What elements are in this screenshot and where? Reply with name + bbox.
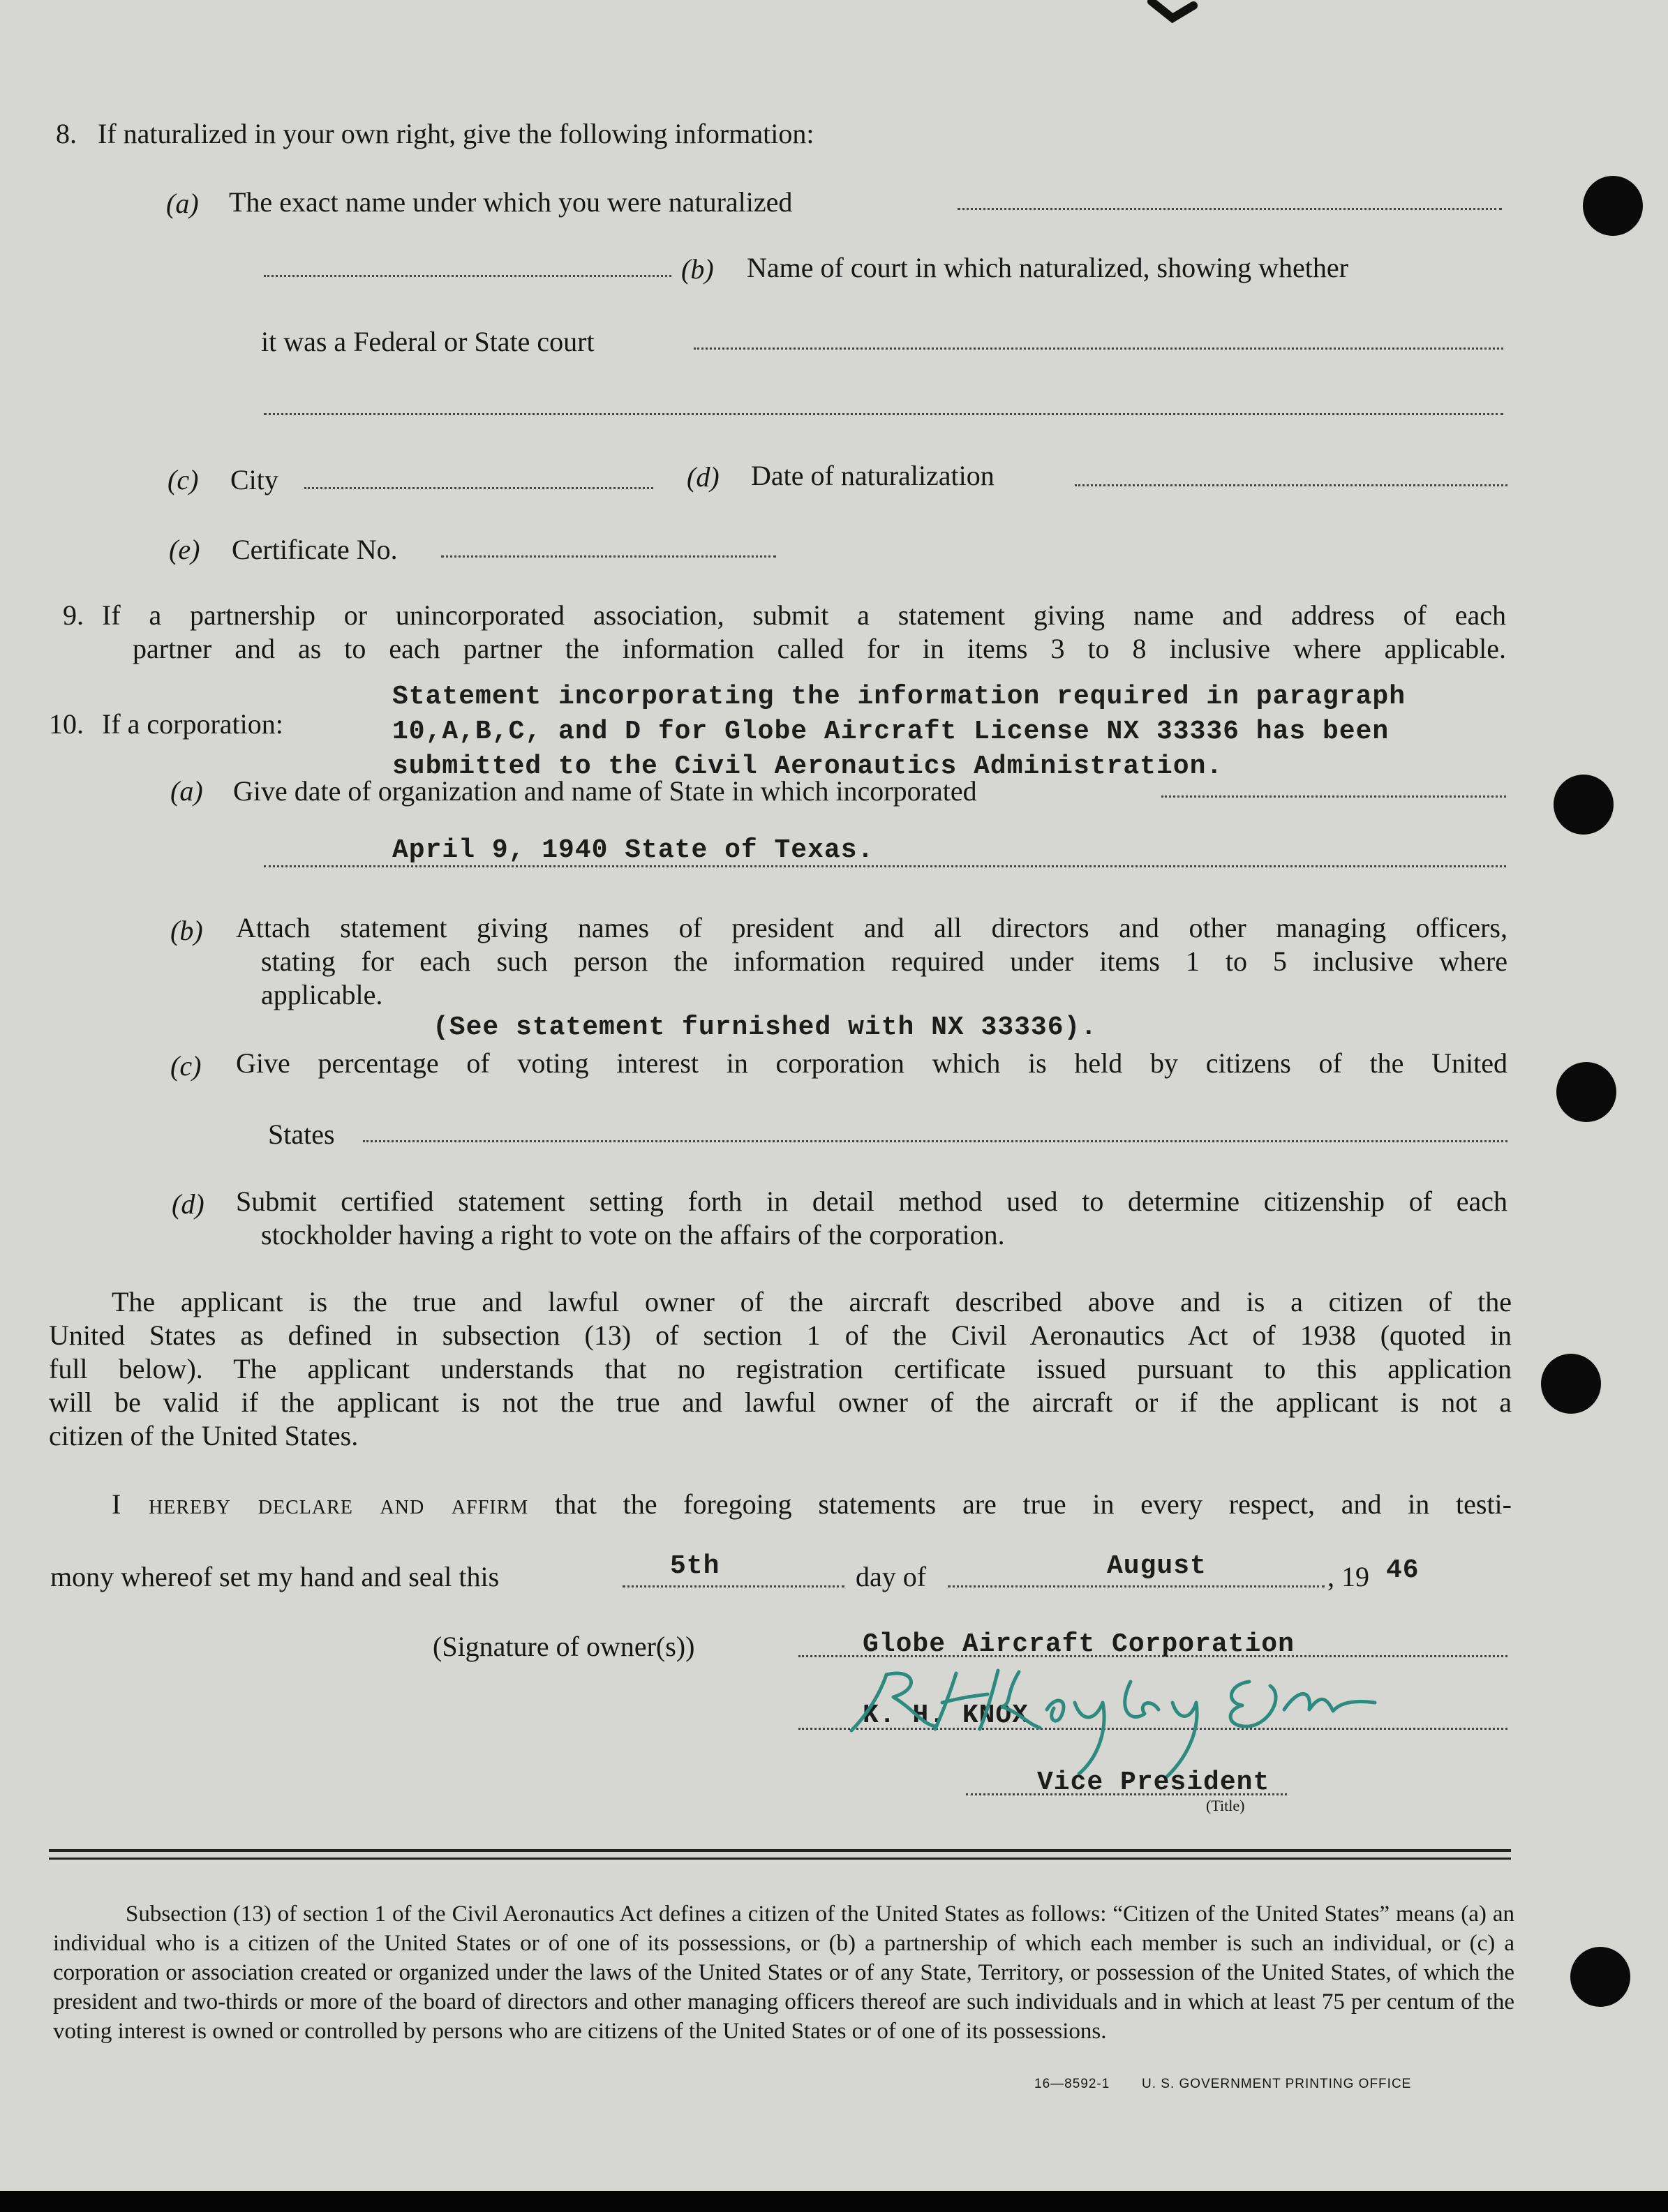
naturalized-name-field[interactable] xyxy=(958,208,1502,210)
item-8e-text: Certificate No. xyxy=(232,534,398,565)
declaration-rest: that the foregoing statements are true in every respect, and in testi- xyxy=(554,1488,1512,1520)
declaration-line-1 xyxy=(112,1488,1512,1521)
month-field[interactable] xyxy=(948,1585,1325,1587)
item-8b-text: Name of court in which naturalized, showing whether xyxy=(747,252,1348,283)
item-9-line-1: If a partnership or unincorporated association, submit a statement giving name and address of each xyxy=(102,599,1506,631)
court-field-cont[interactable] xyxy=(264,413,1503,415)
punch-hole xyxy=(1554,775,1614,835)
printer-imprint: U. S. GOVERNMENT PRINTING OFFICE xyxy=(1142,2077,1412,2091)
scan-edge xyxy=(0,2191,1668,2212)
naturalized-name-field-cont[interactable] xyxy=(264,275,671,277)
typed-company: Globe Aircraft Corporation xyxy=(863,1629,1295,1659)
item-8e-label: (e) xyxy=(169,534,200,565)
item-8b-text-2: it was a Federal or State court xyxy=(261,326,595,357)
item-8b-label: (b) xyxy=(681,253,714,285)
typed-incorporation: April 9, 1940 State of Texas. xyxy=(392,835,874,865)
voting-percentage-field[interactable] xyxy=(363,1140,1507,1142)
typed-see-statement: (See statement furnished with NX 33336). xyxy=(433,1012,1098,1043)
punch-hole xyxy=(1583,176,1643,236)
item-8-heading: If naturalized in your own right, give the following information: xyxy=(98,118,814,149)
typed-signer-name: K. H. KNOX xyxy=(863,1701,1029,1731)
footer-rule-bottom xyxy=(49,1858,1511,1860)
declaration-line-2b: day of xyxy=(856,1561,927,1592)
item-10b-line-3: applicable. xyxy=(261,979,383,1010)
ink-mark-top xyxy=(1145,0,1207,28)
item-9-number: 9. xyxy=(63,599,84,631)
naturalization-date-field[interactable] xyxy=(1075,484,1507,486)
owner-statement-line-3: full below). The applicant understands that no registration certificate issued pursuant to this application xyxy=(49,1353,1512,1384)
footer-rule-top xyxy=(49,1849,1511,1852)
item-8d-text: Date of naturalization xyxy=(751,460,995,491)
typed-statement-line-1: Statement incorporating the information required in paragraph xyxy=(392,682,1406,712)
city-field[interactable] xyxy=(304,487,653,489)
title-caption: (Title) xyxy=(1206,1797,1245,1814)
declaration-line-2a: mony whereof set my hand and seal this xyxy=(50,1561,500,1592)
signature-label: (Signature of owner(s)) xyxy=(433,1631,695,1662)
item-8a-label: (a) xyxy=(166,188,199,219)
form-number: 16—8592-1 xyxy=(1034,2077,1110,2091)
typed-day: 5th xyxy=(670,1551,720,1581)
punch-hole xyxy=(1570,1947,1630,2007)
item-8c-label: (c) xyxy=(167,464,199,495)
item-10b-label: (b) xyxy=(170,915,203,946)
item-10b-line-1: Attach statement giving names of president and all directors and other managing officers, xyxy=(236,912,1507,943)
footer-citizen-definition: Subsection (13) of section 1 of the Civil Aeronautics Act defines a citizen of the United States as follows: “Citizen of the United States” means (a) an individual who is a citizen of the United States or of one of its possessions, or (b) a partnership of which each member is such an individual, or (c) a corporation or association created or organized under the laws of the United States or of any State, Territory, or possession of the United States, of which the president and two-thirds or more of the board of directors and other managing officers thereof are such individuals and in which at least 75 per centum of the voting interest is owned or controlled by persons who are citizens of the United States or of one of its possessions. xyxy=(53,1901,1514,2044)
item-10c-label: (c) xyxy=(170,1050,202,1082)
handwritten-signature xyxy=(837,1654,1389,1779)
punch-hole xyxy=(1556,1062,1616,1122)
item-9-line-2: partner and as to each partner the information called for in items 3 to 8 inclusive where applicable. xyxy=(133,633,1506,664)
item-10a-label: (a) xyxy=(170,775,203,807)
item-10d-line-2: stockholder having a right to vote on the affairs of the corporation. xyxy=(261,1219,1005,1250)
item-10-number: 10. xyxy=(49,708,84,740)
item-10d-label: (d) xyxy=(172,1188,204,1220)
item-10a-text: Give date of organization and name of State in which incorporated xyxy=(233,775,977,807)
day-field[interactable] xyxy=(623,1585,844,1587)
owner-statement-line-1: The applicant is the true and lawful owner of the aircraft described above and is a citizen of the xyxy=(112,1286,1512,1317)
item-10d-line-1: Submit certified statement setting forth in detail method used to determine citizenship of each xyxy=(236,1186,1507,1217)
item-8c-text: City xyxy=(230,464,278,495)
item-10-label: If a corporation: xyxy=(102,708,283,740)
certificate-number-field[interactable] xyxy=(441,555,776,558)
item-8-number: 8. xyxy=(56,118,77,149)
typed-year: 46 xyxy=(1386,1555,1420,1585)
incorporation-field[interactable] xyxy=(1161,795,1506,798)
typed-title: Vice President xyxy=(1037,1768,1270,1798)
court-field[interactable] xyxy=(694,348,1503,350)
item-10c-line-2: States xyxy=(268,1119,335,1150)
typed-month: August xyxy=(1107,1551,1207,1581)
typed-statement-line-3: submitted to the Civil Aeronautics Administration. xyxy=(392,752,1223,782)
owner-statement-line-4: will be valid if the applicant is not the true and lawful owner of the aircraft or if the applicant is not a xyxy=(49,1387,1512,1418)
item-8a-text: The exact name under which you were naturalized xyxy=(229,186,793,218)
item-10c-line-1: Give percentage of voting interest in corporation which is held by citizens of the United xyxy=(236,1047,1507,1079)
owner-statement-line-2: United States as defined in subsection (13) of section 1 of the Civil Aeronautics Act of 1938 (quoted in xyxy=(49,1320,1512,1351)
owner-statement-line-5: citizen of the United States. xyxy=(49,1420,359,1451)
typed-statement-line-2: 10,A,B,C, and D for Globe Aircraft License NX 33336 has been xyxy=(392,717,1390,747)
declaration-lead: I hereby declare and affirm xyxy=(112,1488,529,1520)
item-8d-label: (d) xyxy=(687,461,720,493)
punch-hole xyxy=(1541,1354,1601,1414)
item-10b-line-2: stating for each such person the information required under items 1 to 5 inclusive where xyxy=(261,946,1507,977)
year-prefix: , 19 xyxy=(1327,1561,1369,1592)
